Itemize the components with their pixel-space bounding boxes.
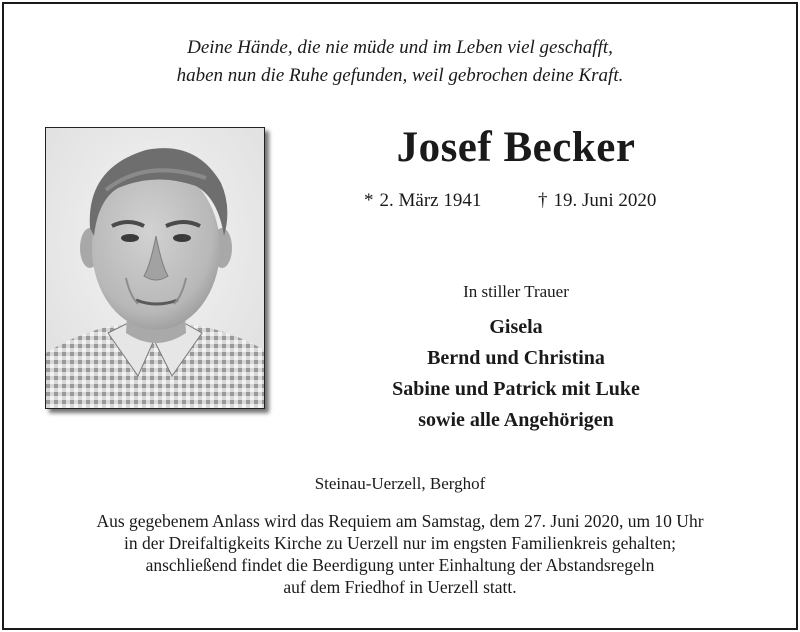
death-date: 19. Juni 2020 [553, 190, 657, 211]
portrait-photo [45, 127, 265, 409]
mourner-name: sowie alle Angehörigen [418, 409, 614, 431]
life-dates [364, 188, 684, 214]
funeral-notice [0, 510, 800, 598]
birth-asterisk-icon: * [364, 190, 374, 211]
memorial-verse [0, 34, 800, 90]
verse-line-2: haben nun die Ruhe gefunden, weil gebrochen deine Kraft. [176, 65, 624, 86]
mourner-name: Sabine und Patrick mit Luke [392, 378, 640, 400]
verse-line-1: Deine Hände, die nie müde und im Leben viel geschafft, [187, 37, 613, 58]
notice-line-1: Aus gegebenem Anlass wird das Requiem am Samstag, dem 27. Juni 2020, um 10 Uhr [96, 511, 704, 531]
death-date-group [538, 188, 656, 214]
mourner-name: Bernd und Christina [427, 347, 605, 369]
mourner-name: Gisela [489, 316, 543, 338]
notice-line-4: auf dem Friedhof in Uerzell statt. [283, 577, 517, 597]
birth-date-group [364, 188, 481, 214]
notice-line-2: in der Dreifaltigkeits Kirche zu Uerzell nur im engsten Familienkreis gehalten; [123, 533, 677, 553]
mourners-list [316, 312, 716, 436]
birth-date: 2. März 1941 [379, 190, 482, 211]
death-cross-icon: † [538, 190, 548, 211]
mourning-intro: In stiller Trauer [463, 282, 569, 301]
deceased-name: Josef Becker [396, 124, 636, 171]
location-line: Steinau-Uerzell, Berghof [314, 474, 486, 493]
notice-line-3: anschließend findet die Beerdigung unter Einhaltung der Abstandsregeln [145, 555, 655, 575]
